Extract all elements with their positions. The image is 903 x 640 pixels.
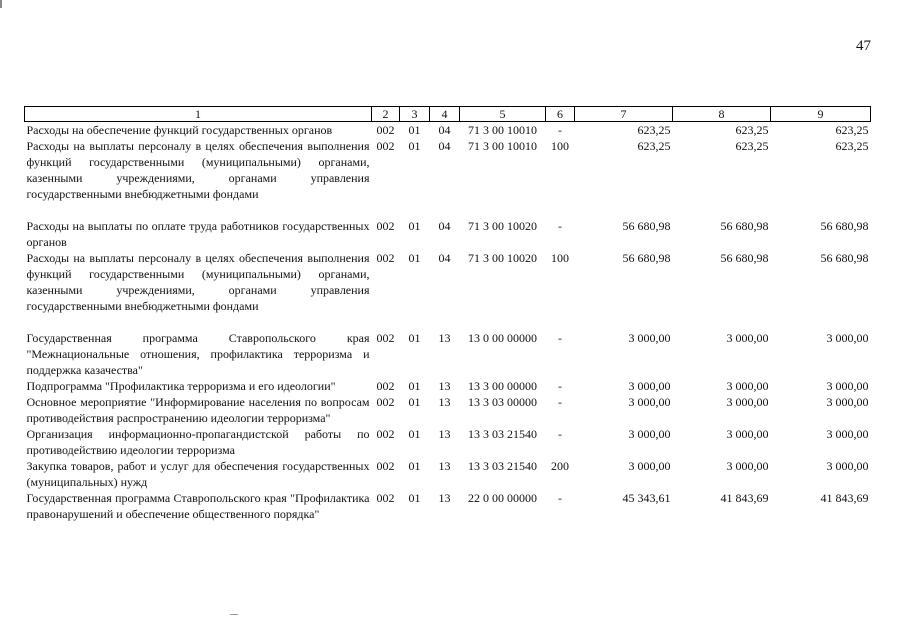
ministry-code: 002	[376, 491, 395, 505]
col-header-9: 9	[771, 107, 871, 122]
section-code: 01	[408, 395, 421, 409]
amount-col-9: 3 000,00	[826, 379, 869, 393]
amount-col-8: 3 000,00	[726, 379, 769, 393]
ministry-code: 002	[376, 251, 395, 265]
table-row	[25, 490, 871, 522]
amount-col-8: 56 680,98	[720, 251, 769, 265]
table-row	[25, 330, 871, 378]
amount-col-9: 623,25	[835, 139, 869, 153]
subsection-code: 13	[438, 379, 451, 393]
amount-col-9: 3 000,00	[826, 331, 869, 345]
target-article-code: 71 3 00 10010	[468, 123, 537, 137]
target-article-code: 13 3 03 00000	[468, 395, 537, 409]
ministry-code: 002	[376, 459, 395, 473]
amount-col-7: 623,25	[637, 139, 671, 153]
row-description: Организация информационно-пропагандистской работы по противодействию идеологии терроризма	[26, 427, 370, 457]
expense-type-code: -	[558, 427, 562, 441]
subsection-code: 04	[438, 139, 451, 153]
target-article-code: 13 3 03 21540	[468, 459, 537, 473]
amount-col-9: 3 000,00	[826, 395, 869, 409]
table-row	[25, 218, 871, 250]
amount-col-8: 56 680,98	[720, 219, 769, 233]
amount-col-7: 56 680,98	[622, 219, 671, 233]
col-header-2: 2	[372, 107, 400, 122]
section-code: 01	[408, 427, 421, 441]
expense-type-code: 100	[551, 139, 569, 153]
col-header-7: 7	[575, 107, 673, 122]
row-description: Расходы на обеспечение функций государственных органов	[26, 123, 333, 137]
budget-table	[24, 106, 871, 522]
amount-col-7: 3 000,00	[628, 331, 671, 345]
subsection-code: 13	[438, 395, 451, 409]
subsection-code: 04	[438, 251, 451, 265]
target-article-code: 22 0 00 00000	[468, 491, 537, 505]
col-header-4: 4	[430, 107, 460, 122]
amount-col-7: 56 680,98	[622, 251, 671, 265]
scan-edge-mark	[0, 0, 2, 8]
row-description: Государственная программа Ставропольского края "Межнациональные отношения, профилактика терроризма и поддержка казачества"	[26, 331, 370, 377]
section-code: 01	[408, 139, 421, 153]
col-header-3: 3	[400, 107, 430, 122]
col-header-8: 8	[673, 107, 771, 122]
col-header-6: 6	[546, 107, 575, 122]
ministry-code: 002	[376, 427, 395, 441]
row-description: Расходы на выплаты персоналу в целях обеспечения выполнения функций государственными (муниципальными) органами, казенными учреждениями, органами управления государственными внебюджетными фондами	[26, 251, 370, 313]
section-code: 01	[408, 251, 421, 265]
amount-col-8: 3 000,00	[726, 331, 769, 345]
target-article-code: 13 3 03 21540	[468, 427, 537, 441]
expense-type-code: -	[558, 219, 562, 233]
table-header-row	[25, 107, 871, 122]
amount-col-8: 623,25	[735, 139, 769, 153]
target-article-code: 13 0 00 00000	[468, 331, 537, 345]
amount-col-7: 3 000,00	[628, 395, 671, 409]
row-description: Расходы на выплаты по оплате труда работников государственных органов	[26, 219, 370, 249]
table-row	[25, 458, 871, 490]
ministry-code: 002	[376, 379, 395, 393]
expense-type-code: 100	[551, 251, 569, 265]
subsection-code: 13	[438, 331, 451, 345]
target-article-code: 71 3 00 10020	[468, 219, 537, 233]
amount-col-8: 623,25	[735, 123, 769, 137]
ministry-code: 002	[376, 123, 395, 137]
subsection-code: 04	[438, 123, 451, 137]
subsection-code: 13	[438, 427, 451, 441]
expense-type-code: -	[558, 491, 562, 505]
ministry-code: 002	[376, 395, 395, 409]
amount-col-7: 3 000,00	[628, 427, 671, 441]
subsection-code: 13	[438, 491, 451, 505]
target-article-code: 13 3 00 00000	[468, 379, 537, 393]
section-code: 01	[408, 331, 421, 345]
amount-col-9: 623,25	[835, 123, 869, 137]
table-row	[25, 378, 871, 394]
amount-col-8: 41 843,69	[720, 491, 769, 505]
table-row	[25, 426, 871, 458]
expense-type-code: -	[558, 123, 562, 137]
amount-col-7: 3 000,00	[628, 379, 671, 393]
table-row	[25, 138, 871, 218]
section-code: 01	[408, 491, 421, 505]
section-code: 01	[408, 379, 421, 393]
row-description: Закупка товаров, работ и услуг для обеспечения государственных (муниципальных) нужд	[26, 459, 370, 489]
row-description: Государственная программа Ставропольского края "Профилактика правонарушений и обеспечение общественного порядка"	[26, 491, 370, 521]
section-code: 01	[408, 219, 421, 233]
amount-col-7: 623,25	[637, 123, 671, 137]
amount-col-9: 3 000,00	[826, 427, 869, 441]
expense-type-code: 200	[551, 459, 569, 473]
amount-col-7: 3 000,00	[628, 459, 671, 473]
ministry-code: 002	[376, 331, 395, 345]
scan-artifact-mark	[230, 614, 238, 615]
table-row	[25, 394, 871, 426]
amount-col-8: 3 000,00	[726, 395, 769, 409]
amount-col-8: 3 000,00	[726, 459, 769, 473]
amount-col-8: 3 000,00	[726, 427, 769, 441]
section-code: 01	[408, 123, 421, 137]
amount-col-9: 56 680,98	[820, 219, 869, 233]
ministry-code: 002	[376, 139, 395, 153]
expense-type-code: -	[558, 331, 562, 345]
target-article-code: 71 3 00 10010	[468, 139, 537, 153]
subsection-code: 04	[438, 219, 451, 233]
subsection-code: 13	[438, 459, 451, 473]
table-row	[25, 122, 871, 139]
row-description: Основное мероприятие "Информирование населения по вопросам противодействия распространению идеологии терроризма"	[26, 395, 370, 425]
section-code: 01	[408, 459, 421, 473]
page-number: 47	[856, 38, 871, 54]
row-description: Подпрограмма "Профилактика терроризма и его идеологии"	[26, 379, 336, 393]
target-article-code: 71 3 00 10020	[468, 251, 537, 265]
amount-col-9: 56 680,98	[820, 251, 869, 265]
table-row	[25, 250, 871, 330]
amount-col-9: 3 000,00	[826, 459, 869, 473]
col-header-5: 5	[460, 107, 546, 122]
amount-col-7: 45 343,61	[622, 491, 671, 505]
expense-type-code: -	[558, 379, 562, 393]
row-description: Расходы на выплаты персоналу в целях обеспечения выполнения функций государственными (муниципальными) органами, казенными учреждениями, органами управления государственными внебюджетными фондами	[26, 139, 370, 201]
expense-type-code: -	[558, 395, 562, 409]
ministry-code: 002	[376, 219, 395, 233]
col-header-1: 1	[25, 107, 372, 122]
amount-col-9: 41 843,69	[820, 491, 869, 505]
